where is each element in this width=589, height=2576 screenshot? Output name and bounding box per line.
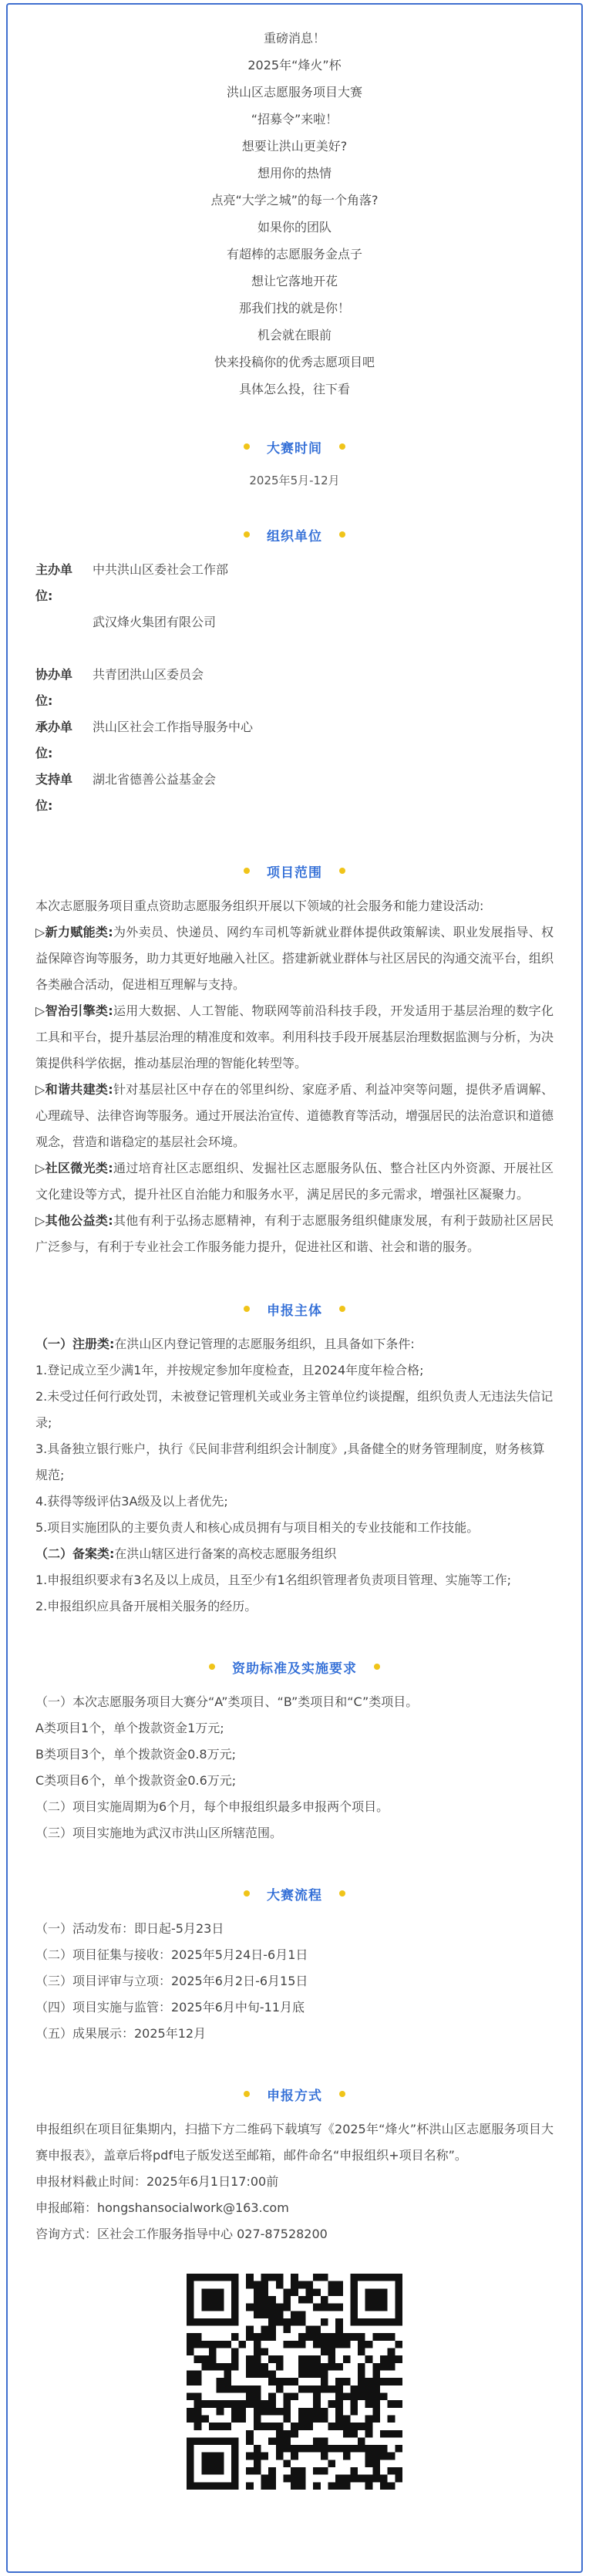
- org-value: 共青团洪山区委员会: [93, 667, 204, 682]
- apply-instructions: 申报组织在项目征集期内，扫描下方二维码下载填写《2025年“烽火”杯洪山区志愿服务项目大赛申报表》，盖章后将pdf电子版发送至邮箱，邮件命名“申报组织+项目名称”。: [35, 2122, 554, 2163]
- condition-item: 3.具备独立银行账户，执行《民间非营利组织会计制度》,具备健全的财务管理制度，财务核算规范;: [35, 1441, 545, 1482]
- intro-line: 那我们找的就是你！: [238, 301, 350, 315]
- scope-item-text: 运用大数据、人工智能、物联网等前沿科技手段，开发适用于基层治理的数字化工具和平台，提升基层治理的精准度和效率。利用科技手段开展基层治理数据监测与分析，为决策提供科学依据，推动基层治理的智能化转型等。: [35, 1003, 554, 1071]
- scope-item: [35, 1077, 554, 1155]
- intro-line: 2025年“烽火”杯: [247, 58, 342, 72]
- scope-item-text: 通过培育社区志愿组织、发掘社区志愿服务队伍、整合社区内外资源、开展社区文化建设等方式，提升社区自治能力和服务水平，满足居民的多元需求，增强社区凝聚力。: [35, 1161, 554, 1202]
- scope-item-head: ▷其他公益类:: [35, 1213, 113, 1228]
- intro-line: 想让它落地开花: [251, 274, 338, 288]
- funding-item: （二）项目实施周期为6个月，每个申报组织最多申报两个项目。: [35, 1799, 389, 1814]
- intro-line: 想用你的热情: [257, 166, 332, 180]
- record-type: [35, 1541, 554, 1567]
- funding-section: [35, 1654, 554, 1846]
- dot-icon: [339, 1306, 345, 1312]
- org-section: [35, 521, 554, 819]
- org-label: 支持单位:: [35, 772, 73, 813]
- apply-section: [35, 2081, 554, 2247]
- intro-line: 想要让洪山更美好?: [241, 139, 348, 153]
- subject-section: [35, 1296, 554, 1620]
- dot-icon: [244, 2091, 250, 2097]
- record-text: 在洪山辖区进行备案的高校志愿服务组织: [114, 1546, 337, 1561]
- apply-deadline: 申报材料截止时间：2025年6月1日17:00前: [35, 2174, 279, 2189]
- org-value: 中共洪山区委社会工作部: [93, 562, 229, 577]
- qr-code-icon[interactable]: [187, 2274, 402, 2490]
- dot-icon: [339, 1890, 345, 1897]
- scope-item-head: ▷和谐共建类:: [35, 1082, 113, 1097]
- funding-item: （一）本次志愿服务项目大赛分“A”类项目、“B”类项目和“C”类项目。: [35, 1694, 419, 1709]
- process-list: [35, 1916, 554, 2047]
- scope-item-text: 其他有利于弘扬志愿精神，有利于志愿服务组织健康发展，有利于鼓励社区居民广泛参与，有利于专业社会工作服务能力提升，促进社区和谐、社会和谐的服务。: [35, 1213, 554, 1254]
- org-label: 协办单位:: [35, 667, 73, 708]
- org-value: 洪山区社会工作指导服务中心: [93, 720, 254, 734]
- funding-item: A类项目1个，单个拨款资金1万元;: [35, 1721, 224, 1735]
- registered-type: [35, 1331, 554, 1357]
- scope-item: [35, 998, 554, 1077]
- process-item: （五）成果展示：2025年12月: [35, 2026, 207, 2041]
- section-title: 组织单位: [267, 528, 322, 545]
- process-item: （三）项目评审与立项：2025年6月2日-6月15日: [35, 1974, 308, 1988]
- intro-line: 洪山区志愿服务项目大赛: [226, 85, 362, 99]
- section-title: 资助标准及实施要求: [232, 1661, 357, 1677]
- record-conditions: [35, 1567, 554, 1620]
- org-row: [35, 714, 554, 767]
- scope-section: [35, 858, 554, 1260]
- intro-line: 机会就在眼前: [257, 328, 332, 342]
- funding-item: （三）项目实施地为武汉市洪山区所辖范围。: [35, 1826, 283, 1840]
- scope-item-text: 为外卖员、快递员、网约车司机等新就业群体提供政策解读、职业发展指导、权益保障咨询等服务，助力其更好地融入社区。搭建新就业群体与社区居民的沟通交流平台，组织各类融合活动，促进相互理解与支持。: [35, 925, 554, 992]
- intro-line: 重磅消息！: [263, 31, 325, 46]
- scope-item-head: ▷智治引擎类:: [35, 1003, 113, 1018]
- scope-item: [35, 1155, 554, 1208]
- org-row: [35, 662, 554, 714]
- org-row: [35, 767, 554, 819]
- section-title: 申报主体: [267, 1303, 322, 1319]
- section-header: [35, 858, 554, 884]
- registered-text: 在洪山区内登记管理的志愿服务组织，且具备如下条件:: [114, 1337, 415, 1351]
- section-header: [35, 1296, 554, 1322]
- condition-item: 2.未受过任何行政处罚，未被登记管理机关或业务主管单位约谈提醒，组织负责人无违法失信记录;: [35, 1389, 554, 1430]
- section-title: 项目范围: [267, 865, 322, 881]
- record-head: （二）备案类:: [35, 1546, 115, 1561]
- process-item: （二）项目征集与接收：2025年5月24日-6月1日: [35, 1947, 308, 1962]
- section-header: [35, 2081, 554, 2107]
- dot-icon: [339, 443, 345, 450]
- scope-item: [35, 1208, 554, 1260]
- intro-line: 点亮“大学之城”的每一个角落?: [210, 193, 379, 207]
- dot-icon: [209, 1664, 215, 1670]
- intro-line: “招募令”来啦！: [251, 112, 338, 126]
- dot-icon: [339, 868, 345, 874]
- funding-list: [35, 1689, 554, 1846]
- condition-item: 2.申报组织应具备开展相关服务的经历。: [35, 1599, 257, 1613]
- scope-item-text: 针对基层社区中存在的邻里纠纷、家庭矛盾、利益冲突等问题，提供矛盾调解、心理疏导、法律咨询等服务。通过开展法治宣传、道德教育等活动，增强居民的法治意识和道德观念，营造和谐稳定的基层社会环境。: [35, 1082, 554, 1149]
- section-title: 大赛时间: [267, 440, 322, 457]
- dot-icon: [244, 1890, 250, 1897]
- intro-line: 快来投稿你的优秀志愿项目吧: [214, 355, 375, 369]
- section-title: 申报方式: [267, 2088, 322, 2104]
- org-row: [35, 557, 554, 609]
- scope-item-head: ▷社区微光类:: [35, 1161, 113, 1175]
- registered-head: （一）注册类:: [35, 1337, 115, 1351]
- registered-conditions: [35, 1357, 554, 1541]
- section-title: 大赛流程: [267, 1887, 322, 1903]
- dot-icon: [244, 531, 250, 538]
- org-label: 承办单位:: [35, 720, 73, 760]
- process-item: （四）项目实施与监管：2025年6月中旬-11月底: [35, 2000, 305, 2015]
- org-value: 湖北省德善公益基金会: [93, 772, 217, 787]
- process-item: （一）活动发布：即日起-5月23日: [35, 1921, 224, 1936]
- condition-item: 1.申报组织要求有3名及以上成员，且至少有1名组织管理者负责项目管理、实施等工作;: [35, 1573, 512, 1587]
- intro-block: [35, 25, 554, 403]
- org-value: 武汉烽火集团有限公司: [93, 615, 217, 629]
- scope-intro: 本次志愿服务项目重点资助志愿服务组织开展以下领域的社会服务和能力建设活动:: [35, 899, 484, 913]
- apply-contact: 咨询方式：区社会工作服务指导中心 027-87528200: [35, 2227, 328, 2241]
- dot-icon: [244, 868, 250, 874]
- poster-frame: [6, 3, 583, 2573]
- intro-line: 如果你的团队: [257, 220, 332, 234]
- intro-line: 有超棒的志愿服务金点子: [226, 247, 362, 261]
- time-section: [35, 433, 554, 492]
- section-header: [35, 433, 554, 460]
- contest-period: 2025年5月-12月: [249, 474, 340, 487]
- funding-item: C类项目6个，单个拨款资金0.6万元;: [35, 1773, 237, 1788]
- org-row: [35, 609, 554, 662]
- section-header: [35, 1880, 554, 1907]
- org-label: 主办单位:: [35, 562, 73, 603]
- section-header: [35, 521, 554, 548]
- condition-item: 4.获得等级评估3A级及以上者优先;: [35, 1494, 228, 1509]
- dot-icon: [244, 443, 250, 450]
- scope-item: [35, 919, 554, 998]
- condition-item: 1.登记成立至少满1年，并按规定参加年度检查，且2024年度年检合格;: [35, 1363, 424, 1377]
- section-header: [35, 1654, 554, 1680]
- qr-wrap: [35, 2274, 554, 2490]
- apply-email: 申报邮箱：hongshansocialwork@163.com: [35, 2200, 289, 2215]
- intro-line: 具体怎么投，往下看: [238, 382, 350, 396]
- condition-item: 5.项目实施团队的主要负责人和核心成员拥有与项目相关的专业技能和工作技能。: [35, 1520, 480, 1535]
- scope-item-head: ▷新力赋能类:: [35, 925, 113, 939]
- dot-icon: [339, 2091, 345, 2097]
- dot-icon: [244, 1306, 250, 1312]
- funding-item: B类项目3个，单个拨款资金0.8万元;: [35, 1747, 236, 1762]
- process-section: [35, 1880, 554, 2047]
- dot-icon: [339, 531, 345, 538]
- dot-icon: [374, 1664, 380, 1670]
